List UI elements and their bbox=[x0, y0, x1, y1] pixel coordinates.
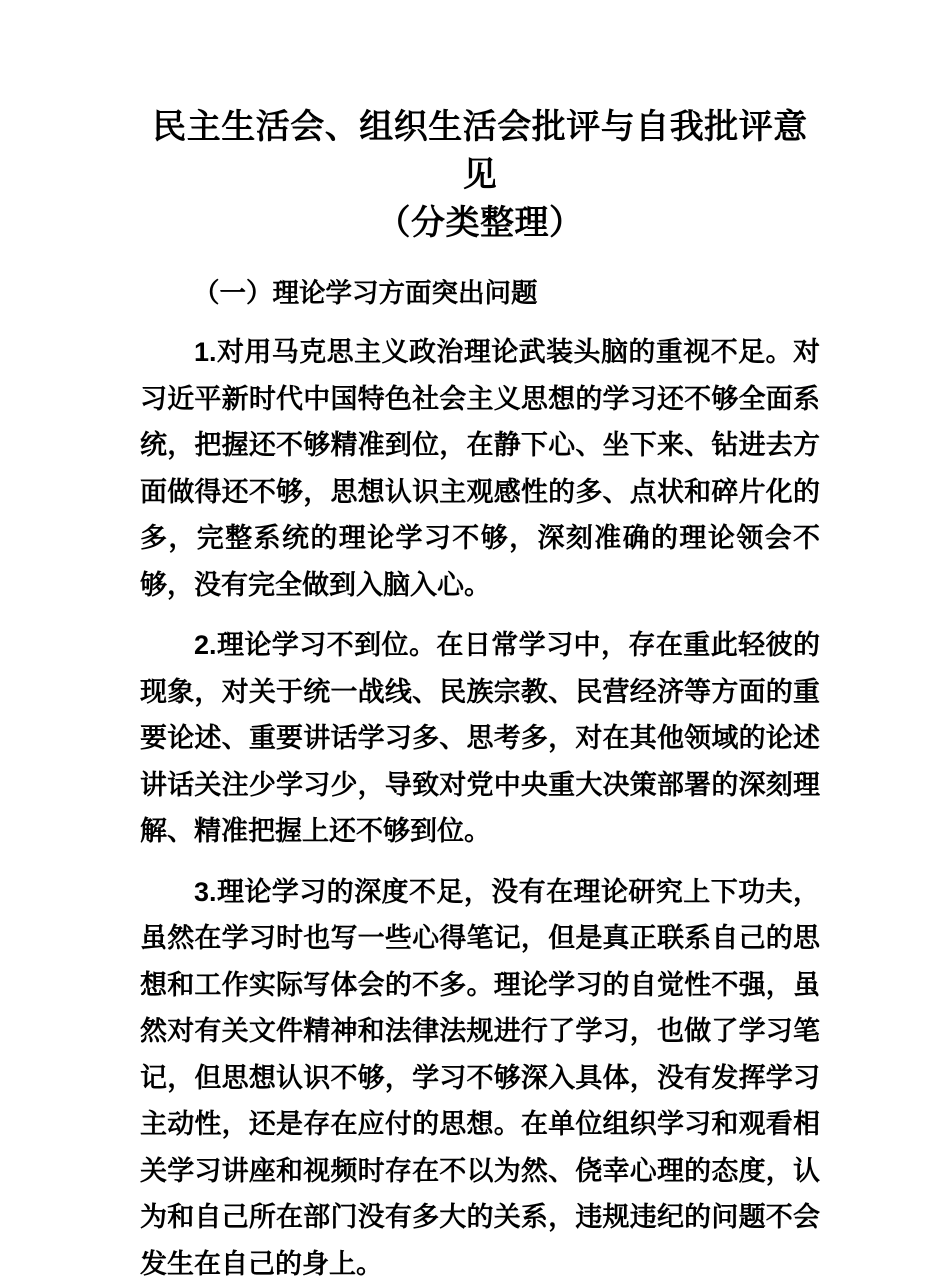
body-paragraph-1: 1.对用马克思主义政治理论武装头脑的重视不足。对习近平新时代中国特色社会主义思想的学习还不够全面系统，把握还不够精准到位，在静下心、坐下来、钻进去方面做得还不够，思想认识主观感性的多、点状和碎片化的多，完整系统的理论学习不够，深刻准确的理论领会不够，没有完全做到入脑入心。 bbox=[140, 316, 820, 608]
page-title-line-1: 民主生活会、组织生活会批评与自我批评意见 bbox=[152, 108, 808, 194]
body-paragraph-3: 3.理论学习的深度不足，没有在理论研究上下功夫，虽然在学习时也写一些心得笔记，但是真正联系自己的思想和工作实际写体会的不多。理论学习的自觉性不强，虽然对有关文件精神和法律法规进行了学习，也做了学习笔记，但思想认识不够，学习不够深入具体，没有发挥学习主动性，还是存在应付的思想。在单位组织学习和观看相关学习讲座和视频时存在不以为然、侥幸心理的态度，认为和自己所在部门没有多大的关系，违规违纪的问题不会发生在自己的身上。 bbox=[140, 855, 820, 1287]
section-heading-theory-study: （一）理论学习方面突出问题 bbox=[140, 247, 820, 316]
page-title bbox=[140, 0, 820, 247]
body-paragraph-2: 2.理论学习不到位。在日常学习中，存在重此轻彼的现象，对关于统一战线、民族宗教、民营经济等方面的重要论述、重要讲话学习多、思考多，对在其他领域的论述讲话关注少学习少，导致对党中央重大决策部署的深刻理解、精准把握上还不够到位。 bbox=[140, 608, 820, 855]
page-title-line-2: （分类整理） bbox=[377, 204, 584, 242]
document-content bbox=[140, 0, 820, 1287]
